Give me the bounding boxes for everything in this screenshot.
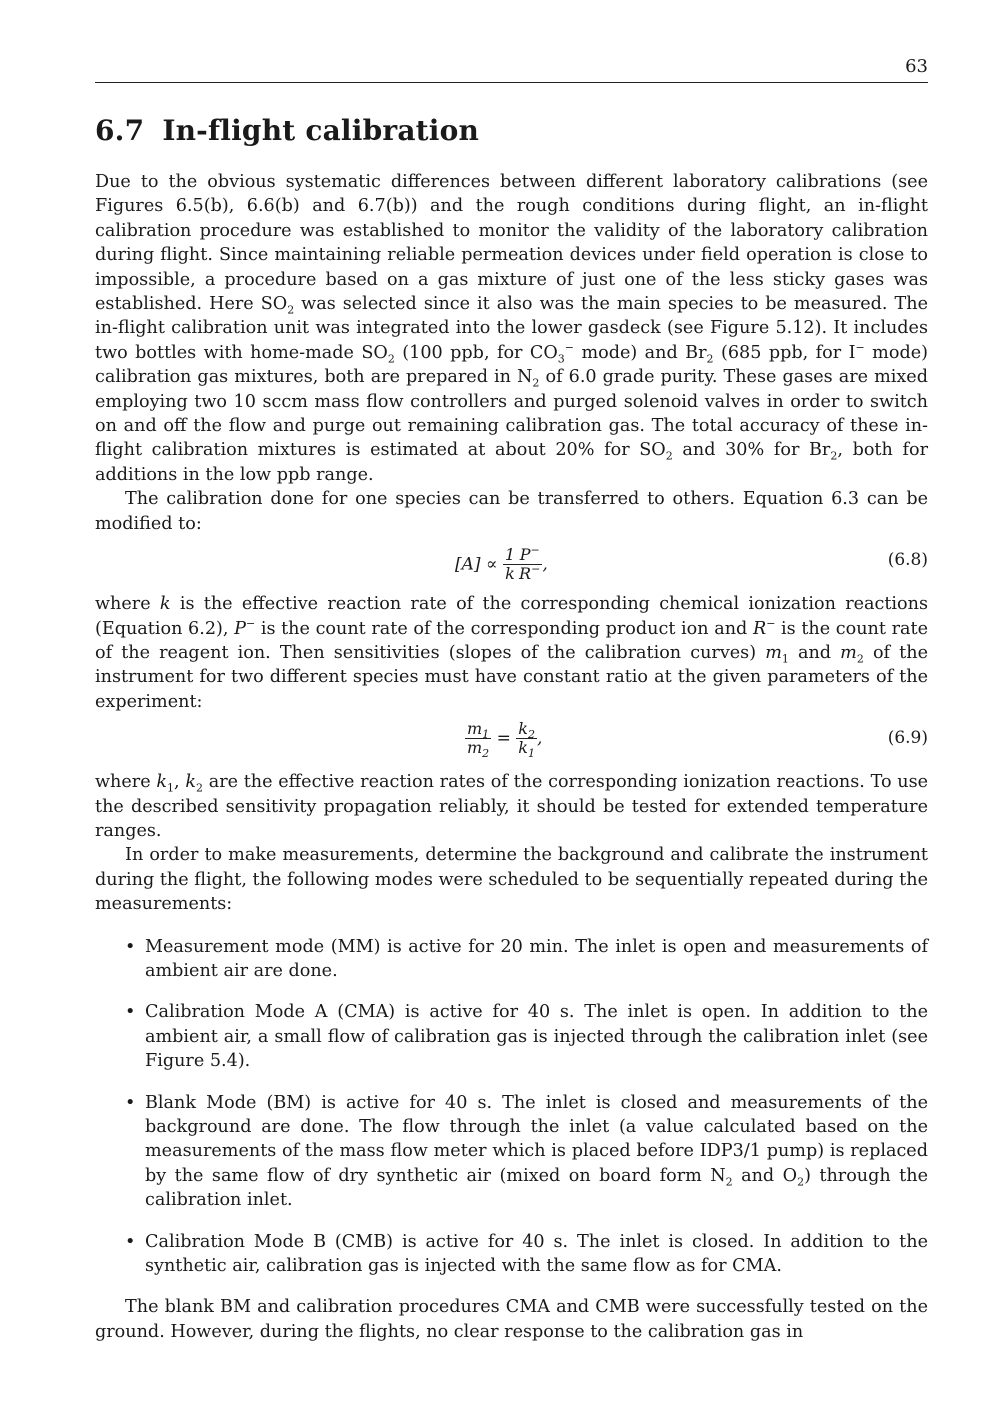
list-item: • Measurement mode (MM) is active for 20 min. The inlet is open and measurements of ambient air are done. bbox=[125, 936, 928, 981]
list-item: • Calibration Mode B (CMB) is active for 40 s. The inlet is closed. In addition to the synthetic air, calibration gas is injected with the same flow as for CMA. bbox=[125, 1231, 928, 1277]
section-number: 6.7 bbox=[95, 114, 145, 147]
paragraph-closing: The blank BM and calibration procedures CMA and CMB were successfully tested on the ground. However, during the flights, no clear response to the calibration gas in bbox=[95, 1297, 928, 1342]
list-item: • Blank Mode (BM) is active for 40 s. The inlet is closed and measurements of the background are done. The flow through the inlet (a value calculated based on the measurements of the mass flow meter which is placed before IDP3/1 pump) is replaced by the same flow of dry synthetic air (mixed on board form $N_2$ and $O_2$) through the calibration inlet. bbox=[125, 1092, 928, 1211]
body-text bbox=[95, 170, 928, 1344]
eq1-frac-1: $\frac{1}{k}$ bbox=[504, 545, 516, 584]
section-title: In-flight calibration bbox=[162, 114, 480, 147]
page-header bbox=[95, 56, 928, 83]
paragraph-transfer: The calibration done for one species can be transferred to others. Equation 6.3 can be modified to: bbox=[95, 489, 928, 534]
equation-6-8: [A] ∝ $\frac{1}{k}$ $\frac{P^-}{R^-}$ , (6.8) bbox=[455, 543, 928, 584]
eq1-frac-2: $\frac{P^-}{R^-}$ bbox=[519, 543, 541, 584]
paragraph-where-k: where k is the effective reaction rate of the corresponding chemical ionization reactions (Equation 6.2), P− is the count rate of the corresponding product ion and R− is the count rate of the reagent ion. Then sensitivities (slopes of the calibration curves) $m_1$ and $m_2$ of the instrument for two different species must have constant ratio at the given parameters of the experiment: bbox=[95, 594, 929, 712]
paragraph-modes-intro: In order to make measurements, determine the background and calibrate the instrument during the flight, the following modes were scheduled to be sequentially repeated during the measurements: bbox=[95, 845, 928, 915]
eq2-frac-2: $\frac{k_2}{k_1}$ bbox=[518, 719, 535, 761]
equation-number-6-9: (6.9) bbox=[887, 728, 928, 749]
page-number: 63 bbox=[905, 56, 928, 77]
paragraph-where-k1k2: where $k_1$, $k_2$ are the effective reaction rates of the corresponding ionization reactions. To use the described sensitivity propagation reliably, it should be tested for extended temperature ranges. bbox=[95, 772, 929, 841]
eq2-frac-1: $\frac{m_1}{m_2}$ bbox=[467, 719, 490, 761]
equation-6-9: $\frac{m_1}{m_2}$ = $\frac{k_2}{k_1}$ , (6.9) bbox=[467, 719, 928, 761]
paragraph-intro: Due to the obvious systematic differences between different laboratory calibrations (see Figures 6.5(b), 6.6(b) and 6.7(b)) and the rough conditions during flight, an in-flight calibration procedure was established to monitor the validity of the laboratory calibration during flight. Since maintaining reliable permeation devices under field operation is close to impossible, a procedure based on a gas mixture of just one of the less sticky gases was established. Here $SO_2$ was selected since it also was the main species to be measured. The in-flight calibration unit was integrated into the lower gasdeck (see Figure 5.12). It includes two bottles with home-made $SO_2$ (100 ppb, for $CO_3^-$ mode) and $Br_2$ (685 ppb, for I− mode) calibration gas mixtures, both are prepared in $N_2$ of 6.0 grade purity. These gases are mixed employing two 10 sccm mass flow controllers and purged solenoid valves in order to switch on and off the flow and purge out remaining calibration gas. The total accuracy of these in-flight calibration mixtures is estimated at about 20% for $SO_2$ and 30% for $Br_2$, both for additions in the low ppb range. bbox=[95, 172, 928, 485]
modes-list bbox=[95, 935, 928, 1279]
section-heading bbox=[95, 114, 479, 147]
eq1-lhs: [A] ∝ bbox=[455, 554, 498, 575]
list-item: • Calibration Mode A (CMA) is active for 40 s. The inlet is open. In addition to the ambient air, a small flow of calibration gas is injected through the calibration inlet (see Figure 5.4). bbox=[125, 1002, 928, 1072]
equation-number-6-8: (6.8) bbox=[887, 550, 928, 571]
